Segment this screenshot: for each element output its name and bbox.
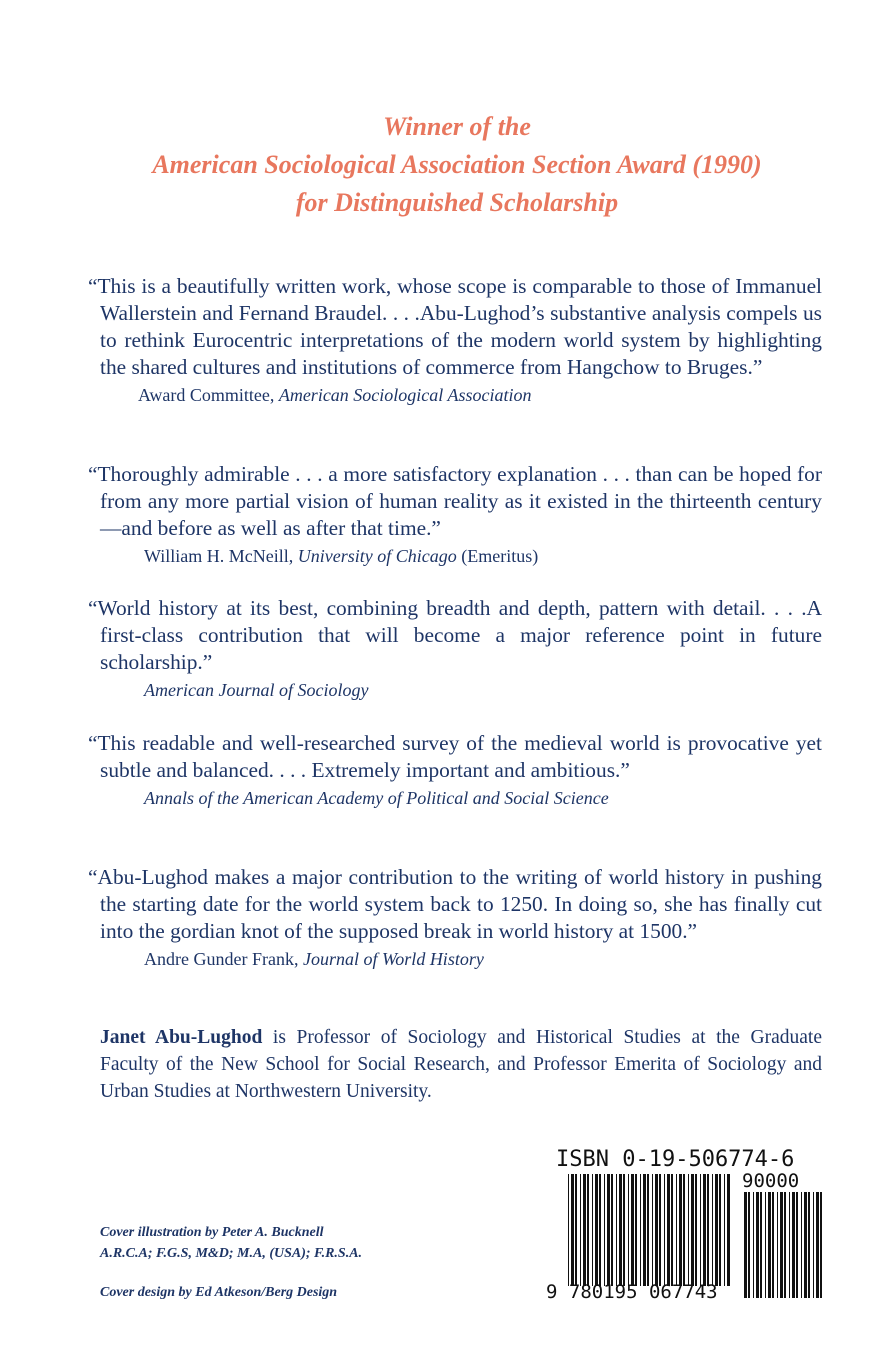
award-line-3: for Distinguished Scholarship — [295, 188, 619, 217]
barcode-bar — [604, 1174, 605, 1286]
barcode-bar — [640, 1174, 641, 1286]
attribution-source: Journal of World History — [302, 949, 484, 969]
barcode-bar — [789, 1192, 790, 1298]
award-line-1: Winner of the — [383, 112, 531, 141]
quote-attribution — [88, 784, 822, 812]
barcode-bar — [659, 1174, 661, 1286]
barcode-bar — [599, 1174, 601, 1286]
quote-attribution — [88, 542, 822, 570]
barcode-bar — [587, 1174, 589, 1286]
barcode-bar — [691, 1174, 694, 1286]
attribution-source: American Sociological Association — [278, 385, 532, 405]
barcode-bar — [635, 1174, 637, 1286]
review-quote-5 — [88, 864, 822, 973]
barcode-bar — [683, 1174, 685, 1286]
quote-text: “This is a beautifully written work, whose scope is comparable to those of Immanuel Wallerstein and Fernand Braudel. . . .Abu-Lughod’s substantive analysis compels us to rethink Eurocentric interpretations of the modern world system by highlighting the shared cultures and institutions of commerce from Hangchow to Bruges.” — [88, 274, 822, 379]
barcode-bar — [592, 1174, 593, 1286]
barcode-bar — [760, 1192, 762, 1298]
barcode-bar — [820, 1192, 822, 1298]
barcode-bar — [784, 1192, 786, 1298]
barcode-bar — [719, 1174, 721, 1286]
design-credit: Cover design by Ed Atkeson/Berg Design — [100, 1285, 338, 1300]
barcode-bar — [616, 1174, 617, 1286]
barcode-bar — [792, 1192, 795, 1298]
quote-attribution — [88, 676, 822, 704]
author-bio-text: is Professor of Sociology and Historical Studies at the Graduate Faculty of the New School for Social Research, and Professor Emerita of Sociology and Urban Studies at Northwestern University. — [100, 1027, 822, 1102]
attribution-name: William H. McNeill, — [144, 546, 298, 566]
quote-attribution — [88, 381, 822, 409]
barcode-bar — [801, 1192, 802, 1298]
barcode-bar — [816, 1192, 819, 1298]
attribution-source: American Journal of Sociology — [144, 680, 369, 700]
barcode-bar — [813, 1192, 814, 1298]
barcode-bar — [575, 1174, 577, 1286]
barcode-bar — [568, 1174, 569, 1286]
barcode-bar — [595, 1174, 598, 1286]
isbn-number: ISBN 0-19-506774-6 — [556, 1147, 795, 1172]
barcode-bar — [676, 1174, 677, 1286]
quote-text: “World history at its best, combining breadth and depth, pattern with detail. . . .A first-class contribution that will become a major reference point in future scholarship.” — [88, 596, 822, 674]
barcode-bar — [647, 1174, 649, 1286]
barcode-bar — [623, 1174, 625, 1286]
barcode-bar — [707, 1174, 709, 1286]
author-name: Janet Abu-Lughod — [100, 1027, 263, 1048]
price-addon-number: 90000 — [742, 1170, 800, 1192]
barcode-bar — [804, 1192, 807, 1298]
review-quote-4 — [88, 730, 822, 812]
author-bio — [100, 1024, 822, 1105]
barcode-bar — [727, 1174, 730, 1286]
barcode-bar — [765, 1192, 766, 1298]
barcode-bar — [700, 1174, 701, 1286]
ean-number: 9 780195 067743 — [546, 1281, 718, 1303]
review-quote-1 — [88, 273, 822, 409]
barcode-bar — [655, 1174, 658, 1286]
review-quote-2 — [88, 461, 822, 570]
barcode-bar — [753, 1192, 754, 1298]
barcode-bar — [715, 1174, 718, 1286]
barcode-bar — [796, 1192, 798, 1298]
attribution-name: Award Committee, — [138, 385, 279, 405]
illustration-credit-line-2: A.R.C.A; F.G.S, M&D; M.A, (USA); F.R.S.A. — [100, 1246, 363, 1261]
award-line-2: American Sociological Association Section Award (1990) — [152, 150, 762, 179]
isbn-barcode — [546, 1148, 826, 1310]
barcode-bar — [756, 1192, 759, 1298]
barcode-bar — [679, 1174, 682, 1286]
barcode-bar — [583, 1174, 586, 1286]
barcode-bar — [571, 1174, 574, 1286]
illustration-credit-line-1: Cover illustration by Peter A. Bucknell — [100, 1225, 324, 1240]
barcode-bar — [724, 1174, 725, 1286]
barcode-bar — [703, 1174, 706, 1286]
barcode-bar — [780, 1192, 783, 1298]
review-quote-3 — [88, 595, 822, 704]
barcode-bar — [772, 1192, 774, 1298]
attribution-source: University of Chicago — [297, 546, 457, 566]
barcode-bar — [712, 1174, 713, 1286]
barcode-bar — [777, 1192, 778, 1298]
attribution-suffix: (Emeritus) — [456, 546, 539, 566]
barcode-bar — [631, 1174, 634, 1286]
barcode-bar — [688, 1174, 689, 1286]
barcode-bar — [580, 1174, 581, 1286]
attribution-source: Annals of the American Academy of Political and Social Science — [144, 788, 609, 808]
quote-attribution — [88, 945, 822, 973]
barcode-bar — [768, 1192, 771, 1298]
barcode-bar — [748, 1192, 750, 1298]
quote-text: “This readable and well-researched survey of the medieval world is provocative yet subtle and balanced. . . . Extremely important and ambitious.” — [88, 731, 822, 782]
barcode-bar — [808, 1192, 810, 1298]
barcode-bar — [671, 1174, 673, 1286]
barcode-bar — [695, 1174, 697, 1286]
barcode-bar — [744, 1192, 747, 1298]
quote-text: “Thoroughly admirable . . . a more satisfactory explanation . . . than can be hoped for from any more partial vision of human reality as it existed in the thirteenth century—and before as well as after that time.” — [88, 462, 822, 540]
barcode-bar — [611, 1174, 613, 1286]
attribution-name: Andre Gunder Frank, — [144, 949, 303, 969]
illustration-credit — [100, 1222, 362, 1264]
barcode-bar — [643, 1174, 646, 1286]
barcode-bar — [619, 1174, 622, 1286]
barcode-bar — [607, 1174, 610, 1286]
barcode-bar — [628, 1174, 629, 1286]
award-heading — [0, 108, 880, 222]
barcode-bar — [667, 1174, 670, 1286]
quote-text: “Abu-Lughod makes a major contribution to the writing of world history in pushing the starting date for the world system back to 1250. In doing so, she has finally cut into the gordian knot of the supposed break in world history at 1500.” — [88, 865, 822, 943]
barcode-bar — [664, 1174, 665, 1286]
barcode-bar — [652, 1174, 653, 1286]
